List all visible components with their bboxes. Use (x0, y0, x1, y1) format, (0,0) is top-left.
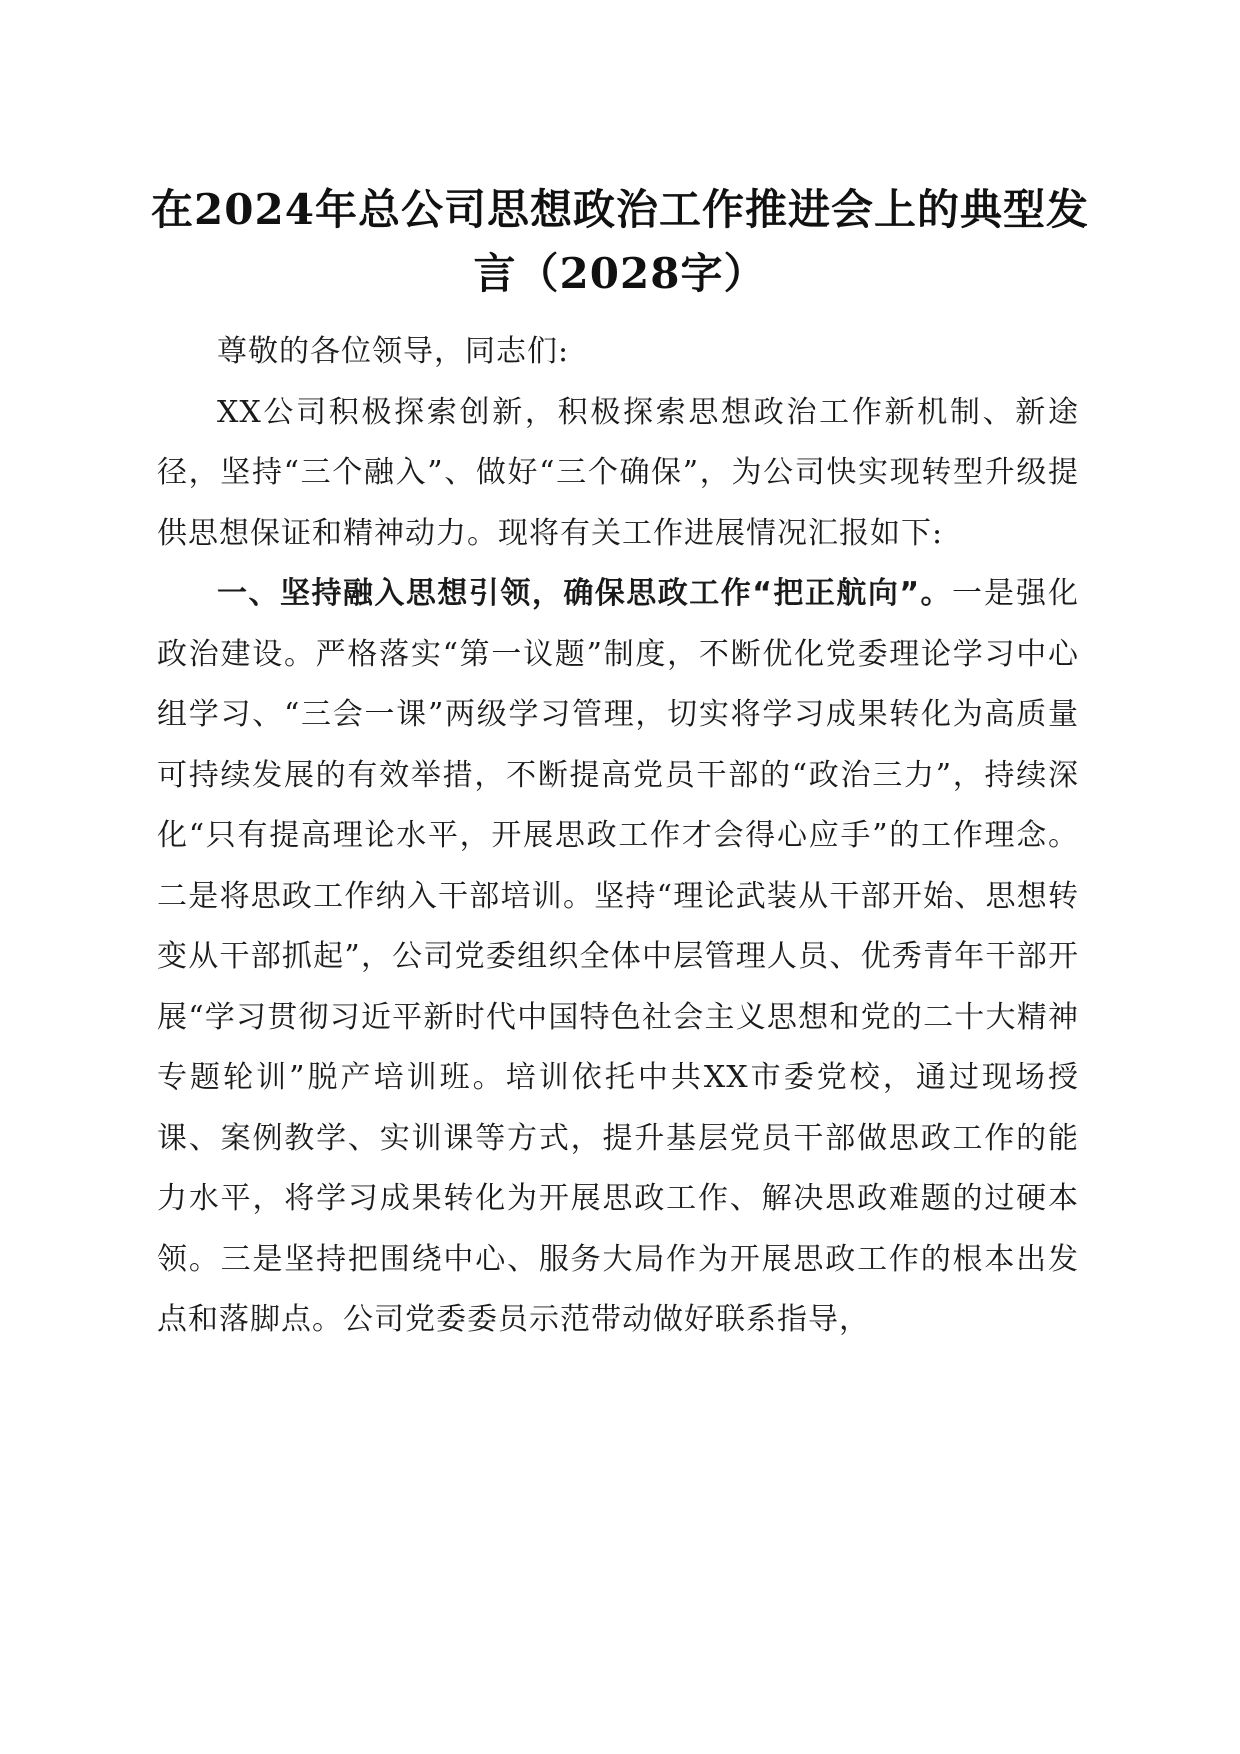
section-1-heading: 一、坚持融入思想引领，确保思政工作“把正航向”。 (217, 576, 953, 611)
document-title: 在2024年总公司思想政治工作推进会上的典型发言（2028字） (151, 185, 1089, 298)
section-1-paragraph (157, 564, 1079, 1351)
intro-paragraph: XX公司积极探索创新，积极探索思想政治工作新机制、新途径，坚持“三个融入”、做好“三个确保”，为公司快实现转型升级提供思想保证和精神动力。现将有关工作进展情况汇报如下: (157, 394, 1079, 551)
salutation-paragraph: 尊敬的各位领导，同志们: (217, 334, 570, 369)
section-1-text: 一是强化政治建设。严格落实“第一议题”制度，不断优化党委理论学习中心组学习、“三会一课”两级学习管理，切实将学习成果转化为高质量可持续发展的有效举措，不断提高党员干部的“政治三力”，持续深化“只有提高理论水平，开展思政工作才会得心应手”的工作理念。二是将思政工作纳入干部培训。坚持“理论武装从干部开始、思想转变从干部抓起”，公司党委组织全体中层管理人员、优秀青年干部开展“学习贯彻习近平新时代中国特色社会主义思想和党的二十大精神专题轮训”脱产培训班。培训依托中共XX市委党校，通过现场授课、案例教学、实训课等方式，提升基层党员干部做思政工作的能力水平，将学习成果转化为开展思政工作、解决思政难题的过硬本领。三是坚持把围绕中心、服务大局作为开展思政工作的根本出发点和落脚点。公司党委委员示范带动做好联系指导， (157, 576, 1079, 1337)
document-body (157, 322, 1079, 1351)
